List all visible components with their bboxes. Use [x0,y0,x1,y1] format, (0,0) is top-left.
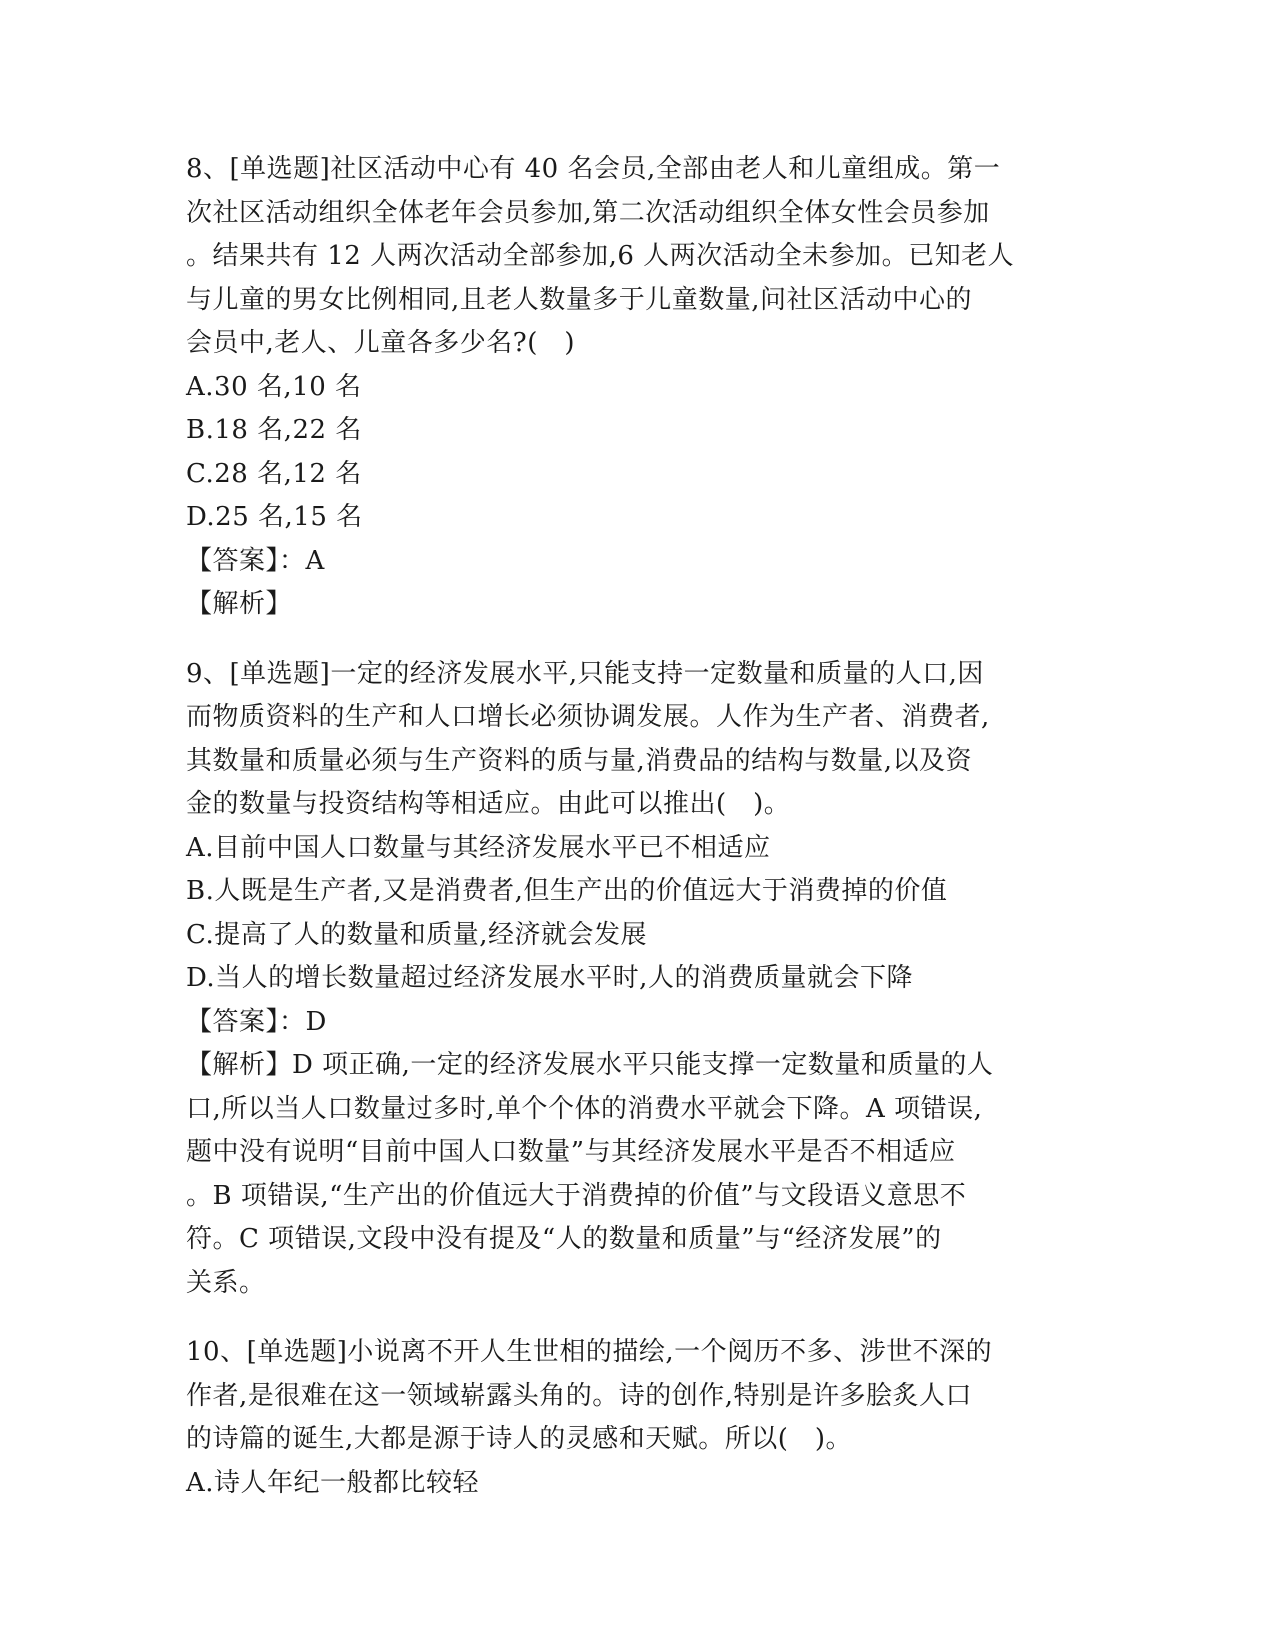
answer-line: 【答案】：D [186,1006,327,1037]
option-d: D.当人的增长数量超过经济发展水平时,人的消费质量就会下降 [186,963,913,993]
analysis-line: 【解析】 [186,589,293,619]
option-c: C.提高了人的数量和质量,经济就会发展 [186,919,647,950]
stem-line: 10、[单选题]小说离不开人生世相的描绘,一个阅历不多、涉世不深的 [186,1337,993,1367]
stem-line: 9、[单选题]一定的经济发展水平,只能支持一定数量和质量的人口,因 [186,658,984,689]
analysis-line: 。B 项错误,“生产出的价值远大于消费掉的价值”与文段语义意思不 [186,1180,967,1211]
analysis-line: 口,所以当人口数量过多时,单个个体的消费水平就会下降。A 项错误, [186,1093,983,1124]
question-stem [186,653,1086,827]
stem-line: 次社区活动组织全体老年会员参加,第二次活动组织全体女性会员参加 [186,197,990,228]
option-b: B.人既是生产者,又是消费者,但生产出的价值远大于消费掉的价值 [186,876,948,906]
stem-line: 与儿童的男女比例相同,且老人数量多于儿童数量,问社区活动中心的 [186,284,973,315]
option-d: D.25 名,15 名 [186,502,363,532]
analysis-block [186,1044,1086,1305]
stem-line: 而物质资料的生产和人口增长必须协调发展。人作为生产者、消费者, [186,702,990,732]
option-c: C.28 名,12 名 [186,458,362,489]
analysis-line: 符。C 项错误,文段中没有提及“人的数量和质量”与“经济发展”的 [186,1224,942,1254]
analysis-line: 关系。 [186,1267,266,1298]
option-b: B.18 名,22 名 [186,415,362,445]
option-a: A.诗人年纪一般都比较轻 [186,1467,480,1498]
stem-line: 金的数量与投资结构等相适应。由此可以推出( )。 [186,789,791,819]
question-10 [186,1331,1086,1505]
stem-line: 其数量和质量必须与生产资料的质与量,消费品的结构与数量,以及资 [186,745,973,776]
answer-line: 【答案】：A [186,545,325,576]
question-stem [186,148,1086,366]
document-page [186,148,1086,1505]
option-a: A.30 名,10 名 [186,371,362,402]
stem-line: 的诗篇的诞生,大都是源于诗人的灵感和天赋。所以( )。 [186,1424,853,1454]
question-9 [186,653,1086,1306]
analysis-line: 题中没有说明“目前中国人口数量”与其经济发展水平是否不相适应 [186,1137,956,1167]
stem-line: 会员中,老人、儿童各多少名?( ) [186,328,575,358]
question-8 [186,148,1086,627]
option-a: A.目前中国人口数量与其经济发展水平已不相适应 [186,832,771,863]
analysis-line: 【解析】D 项正确,一定的经济发展水平只能支撑一定数量和质量的人 [186,1050,994,1080]
question-stem [186,1331,1086,1462]
stem-line: 作者,是很难在这一领域崭露头角的。诗的创作,特别是许多脍炙人口 [186,1380,973,1411]
stem-line: 8、[单选题]社区活动中心有 40 名会员,全部由老人和儿童组成。第一 [186,154,1001,184]
stem-line: 。结果共有 12 人两次活动全部参加,6 人两次活动全未参加。已知老人 [186,241,1015,271]
